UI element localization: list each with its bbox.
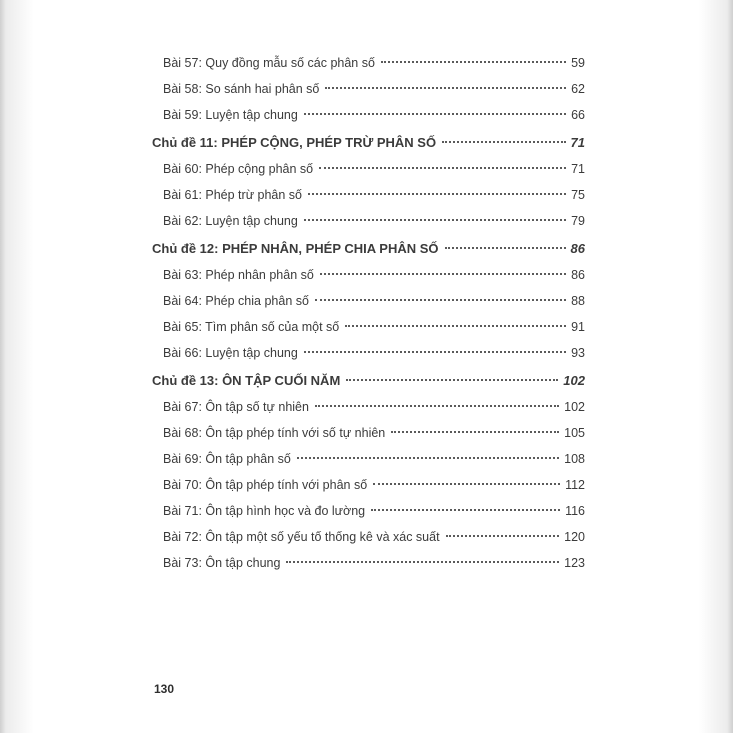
dot-leader [446, 535, 560, 537]
toc-entry-label: Bài 60: Phép cộng phân số [163, 162, 314, 176]
toc-row [152, 314, 585, 340]
toc-page-number: 86 [570, 241, 585, 256]
toc-row [152, 156, 585, 182]
dot-leader [442, 141, 565, 143]
toc-page-number: 116 [565, 504, 585, 518]
toc-entry-label: Bài 72: Ôn tập một số yếu tố thống kê và xác suất [163, 530, 440, 544]
toc-page-number: 79 [571, 214, 585, 228]
toc-row [152, 208, 585, 234]
toc-page-number: 105 [564, 426, 585, 440]
dot-leader [308, 193, 566, 195]
dot-leader [346, 379, 558, 381]
toc-row [152, 182, 585, 208]
dot-leader [286, 561, 559, 563]
toc-page-number: 108 [564, 452, 585, 466]
toc-page-number: 71 [571, 162, 585, 176]
dot-leader [325, 87, 566, 89]
toc-page-number: 102 [563, 373, 585, 388]
dot-leader [304, 219, 566, 221]
dot-leader [304, 351, 566, 353]
toc-row [152, 550, 585, 576]
toc-row [152, 262, 585, 288]
toc-entry-label: Bài 65: Tìm phân số của một số [163, 320, 340, 334]
toc-page-number: 62 [571, 82, 585, 96]
dot-leader [373, 483, 560, 485]
dot-leader [381, 61, 566, 63]
toc-entry-label: Bài 62: Luyện tập chung [163, 214, 298, 228]
toc-row [152, 340, 585, 366]
toc-entry-label: Chủ đề 13: ÔN TẬP CUỐI NĂM [152, 373, 341, 388]
toc-row [152, 524, 585, 550]
toc-entry-label: Bài 68: Ôn tập phép tính với số tự nhiên [163, 426, 386, 440]
toc-row [152, 130, 585, 156]
toc-entry-label: Chủ đề 12: PHÉP NHÂN, PHÉP CHIA PHÂN SỐ [152, 241, 439, 256]
toc-entry-label: Bài 69: Ôn tập phân số [163, 452, 291, 466]
toc-entry-label: Bài 64: Phép chia phân số [163, 294, 309, 308]
dot-leader [304, 113, 566, 115]
toc-page-number: 88 [571, 294, 585, 308]
toc-row [152, 236, 585, 262]
toc-entry-label: Bài 67: Ôn tập số tự nhiên [163, 400, 309, 414]
toc-page-number: 123 [564, 556, 585, 570]
dot-leader [319, 167, 566, 169]
toc-page-number: 66 [571, 108, 585, 122]
dot-leader [320, 273, 566, 275]
toc-page-number: 59 [571, 56, 585, 70]
toc-page-number: 112 [565, 478, 585, 492]
toc-page-number: 102 [564, 400, 585, 414]
toc-entry-label: Bài 59: Luyện tập chung [163, 108, 298, 122]
dot-leader [391, 431, 559, 433]
toc-entry-label: Bài 61: Phép trừ phân số [163, 188, 303, 202]
toc-entry-label: Bài 70: Ôn tập phép tính với phân số [163, 478, 368, 492]
toc-page-number: 91 [571, 320, 585, 334]
toc-row [152, 498, 585, 524]
table-of-contents [152, 50, 585, 576]
toc-row [152, 50, 585, 76]
toc-entry-label: Bài 63: Phép nhân phân số [163, 268, 314, 282]
toc-page-number: 75 [571, 188, 585, 202]
toc-row [152, 420, 585, 446]
toc-entry-label: Bài 73: Ôn tập chung [163, 556, 281, 570]
toc-row [152, 368, 585, 394]
toc-entry-label: Bài 71: Ôn tập hình học và đo lường [163, 504, 366, 518]
toc-page-number: 93 [571, 346, 585, 360]
toc-entry-label: Bài 57: Quy đồng mẫu số các phân số [163, 56, 375, 70]
dot-leader [445, 247, 566, 249]
toc-row [152, 446, 585, 472]
toc-row [152, 472, 585, 498]
toc-page-number: 120 [564, 530, 585, 544]
toc-page-number: 86 [571, 268, 585, 282]
toc-row [152, 76, 585, 102]
toc-entry-label: Chủ đề 11: PHÉP CỘNG, PHÉP TRỪ PHÂN SỐ [152, 135, 437, 150]
dot-leader [371, 509, 560, 511]
toc-entry-label: Bài 66: Luyện tập chung [163, 346, 298, 360]
dot-leader [297, 457, 559, 459]
toc-entry-label: Bài 58: So sánh hai phân số [163, 82, 320, 96]
footer-page-number: 130 [154, 682, 175, 696]
dot-leader [315, 299, 566, 301]
dot-leader [345, 325, 566, 327]
dot-leader [315, 405, 559, 407]
toc-row [152, 102, 585, 128]
toc-row [152, 288, 585, 314]
toc-row [152, 394, 585, 420]
toc-page-number: 71 [570, 135, 585, 150]
